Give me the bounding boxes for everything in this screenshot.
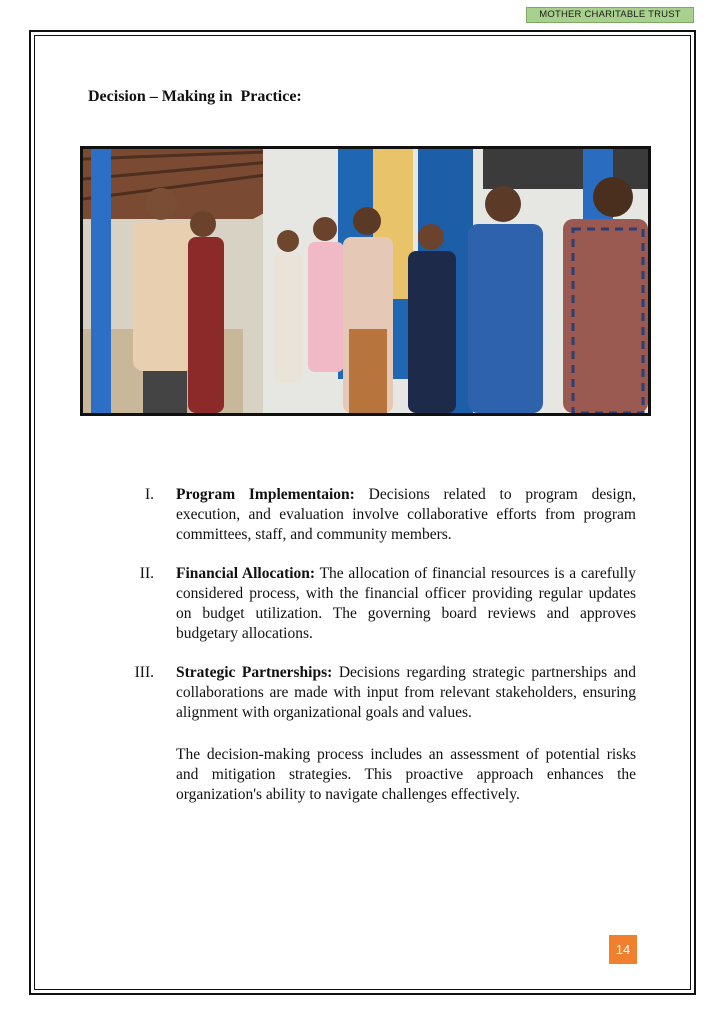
group-photo bbox=[80, 146, 651, 416]
list-item-heading: Financial Allocation: bbox=[176, 565, 316, 582]
list-item-body bbox=[176, 485, 636, 545]
header-organization-tag: MOTHER CHARITABLE TRUST bbox=[526, 7, 694, 23]
decision-list bbox=[128, 485, 636, 805]
list-item bbox=[128, 564, 636, 644]
section-title: Decision – Making in Practice: bbox=[88, 88, 302, 105]
list-item-body bbox=[176, 663, 636, 723]
list-item bbox=[128, 485, 636, 545]
list-item-text: The allocation of financial resources is a carefully considered process, with the financial officer providing regular updates on budget utilization. The governing board reviews and approves budgetary allocations. bbox=[176, 565, 636, 642]
list-item-text: Decisions regarding strategic partnerships and collaborations are made with input from relevant stakeholders, ensuring alignment with organizational goals and values. bbox=[176, 664, 636, 721]
list-item-numeral: I. bbox=[144, 486, 154, 503]
list-item-heading: Program Implementaion: bbox=[176, 486, 355, 503]
list-item-numeral: II. bbox=[139, 565, 154, 582]
list-item-numeral: III. bbox=[134, 664, 154, 681]
list-item bbox=[128, 663, 636, 723]
group-photo-image bbox=[83, 149, 648, 413]
closing-paragraph: The decision-making process includes an assessment of potential risks and mitigation strategies. This proactive approach enhances the organization's ability to navigate challenges effectively. bbox=[176, 746, 636, 803]
list-item-heading: Strategic Partnerships: bbox=[176, 664, 333, 681]
list-item-text: Decisions related to program design, execution, and evaluation involve collaborative efforts from program committees, staff, and community members. bbox=[176, 486, 637, 543]
list-item-body bbox=[176, 564, 636, 644]
page-number-badge: 14 bbox=[609, 935, 637, 964]
